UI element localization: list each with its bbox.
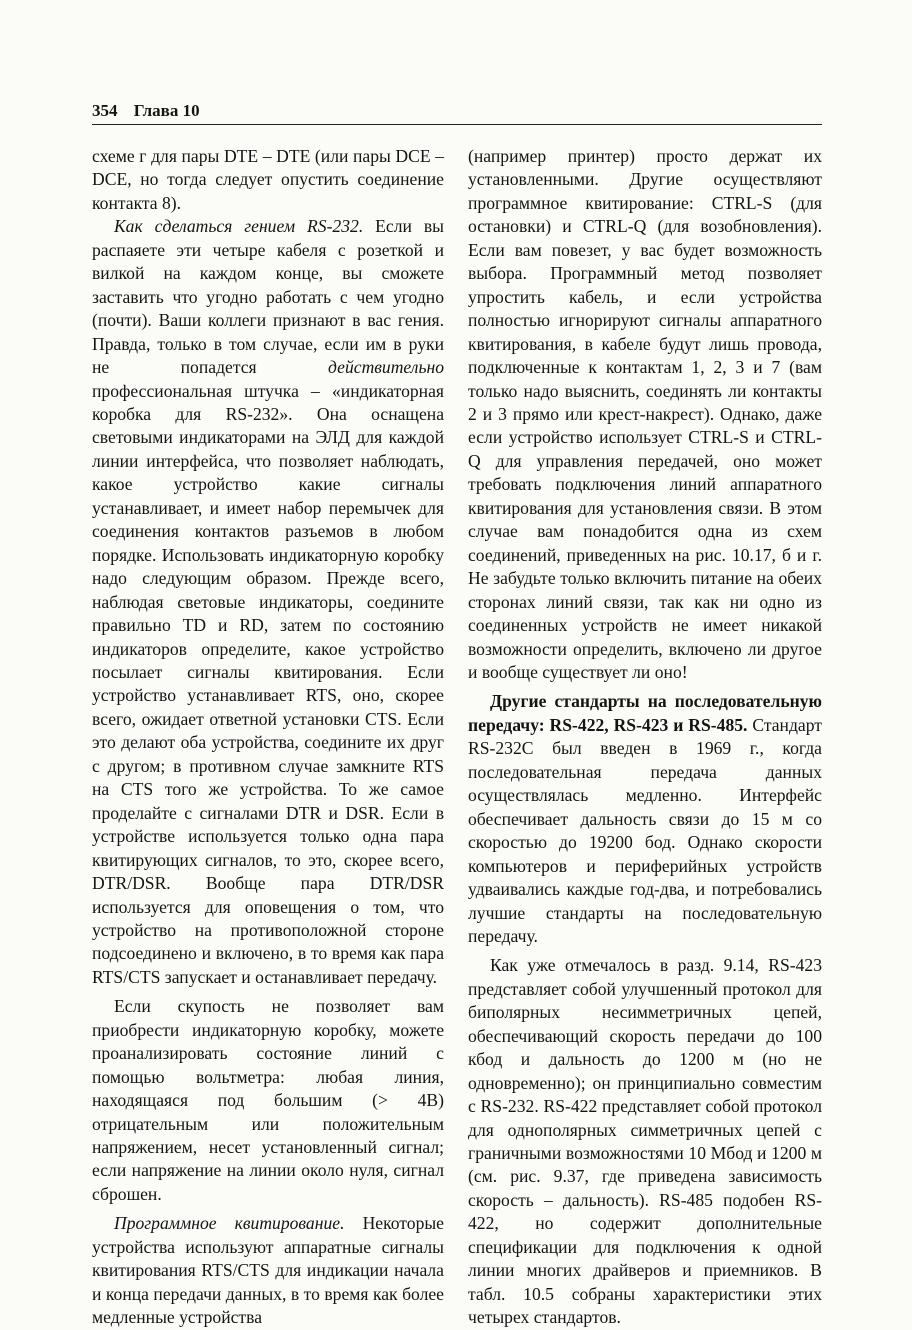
paragraph-text: Если вы распаяете эти четыре кабеля с розеткой и вилкой на каждом конце, вы сможете заставить что угодно работать с чем угодно (почти). Ваши коллеги признают в вас гения. Правда, только в том случае, если им в руки не попадется	[92, 216, 444, 378]
section-heading: Другие стандарты на последовательную передачу: RS-422, RS-423 и RS-485.	[468, 691, 822, 735]
paragraph: Если скупость не позволяет вам приобрести индикаторную коробку, можете проанализировать состояние линий с помощью вольтметра: любая линия, находящаяся под большим (> 4В) отрицательным или положительным напряжением, несет установленный сигнал; если напряжение на линии около нуля, сигнал сброшен.	[92, 996, 444, 1204]
page-number: 354	[92, 101, 118, 120]
paragraph-lead: Программное квитирование.	[114, 1213, 345, 1234]
left-column	[92, 145, 444, 1330]
paragraph	[468, 690, 822, 948]
paragraph-text: Стандарт RS-232C был введен в 1969 г., когда последовательная передача данных осуществлялась медленно. Интерфейс обеспечивает дальность связи до 15 м со скоростью до 19200 бод. Однако скорости компьютеров и периферийных устройств удваивались каждые год-два, и потребовались лучшие стандарты на последовательную передачу.	[468, 714, 822, 946]
paragraph	[92, 215, 444, 989]
paragraph-text: Некоторые устройства используют аппаратные сигналы квитирования RTS/CTS для индикации начала и конца передачи данных, в то время как более медленные устройства	[92, 1213, 444, 1328]
emphasis: действительно	[328, 357, 444, 378]
paragraph: схеме г для пары DTE – DTE (или пары DCE – DCE, но тогда следует опустить соединение контакта 8).	[92, 146, 444, 213]
right-column	[468, 145, 822, 1330]
paragraph: Как уже отмечалось в разд. 9.14, RS-423 представляет собой улучшенный протокол для биполярных несимметричных цепей, обеспечивающий скорость передачи до 100 кбод и дальность до 1200 м (но не одновременно); он принципиально совместим с RS-232. RS-422 представляет собой протокол для однополярных симметричных цепей с граничными возможностями 10 Мбод и 1200 м (см. рис. 9.37, где приведена зависимость скорость – дальность). RS-485 подобен RS-422, но содержит дополнительные спецификации для подключения к одной линии многих драйверов и приемников. В табл. 10.5 собраны характеристики этих четырех стандартов.	[468, 955, 822, 1328]
paragraph: (например принтер) просто держат их установленными. Другие осуществляют программное квитирование: CTRL-S (для остановки) и CTRL-Q (для возобновления). Если вам повезет, у вас будет возможность выбора. Программный метод позволяет упростить кабель, и если устройства полностью игнорируют сигналы аппаратного квитирования, в кабеле будут лишь провода, подключенные к контактам 1, 2, 3 и 7 (вам только надо выяснить, соединять ли контакты 2 и 3 прямо или крест-накрест). Однако, даже если устройство использует CTRL-S и CTRL-Q для управления передачей, оно может требовать подключения линий аппаратного квитирования для установления связи. В этом случае вам понадобится одна из схем соединений, приведенных на рис. 10.17, б и г. Не забудьте только включить питание на обеих сторонах линий связи, так как ни одно из соединенных устройств не имеет никакой возможности определить, включено ли другое и вообще существует ли оно!	[468, 146, 822, 682]
paragraph-text: профессиональная штучка – «индикаторная коробка для RS-232». Она оснащена световыми индикаторами на ЭЛД для каждой линии интерфейса, что позволяет наблюдать, какое устройство какие сигналы устанавливает, и имеет набор перемычек для соединения контактов разъемов в любом порядке. Использовать индикаторную коробку надо следующим образом. Прежде всего, наблюдая световые индикаторы, соедините правильно TD и RD, затем по состоянию индикаторов определите, какое устройство посылает сигналы квитирования. Если устройство устанавливает RTS, оно, скорее всего, ожидает ответной установки CTS. Если это делают оба устройства, соедините их друг с другом; в противном случае замкните RTS на CTS того же устройства. То же самое проделайте с сигналами DTR и DSR. Если в устройстве используется только одна пара квитирующих сигналов, то это, скорее всего, DTR/DSR. Вообще пара DTR/DSR используется для оповещения о том, что устройство на противоположной стороне подсоединено и включено, в то время как пара RTS/CTS запускает и останавливает передачу.	[92, 380, 444, 987]
paragraph-lead: Как сделаться гением RS-232.	[114, 216, 364, 237]
chapter-title: Глава 10	[133, 101, 200, 120]
running-head	[92, 101, 822, 121]
paragraph	[92, 1212, 444, 1329]
header-rule	[92, 124, 822, 125]
